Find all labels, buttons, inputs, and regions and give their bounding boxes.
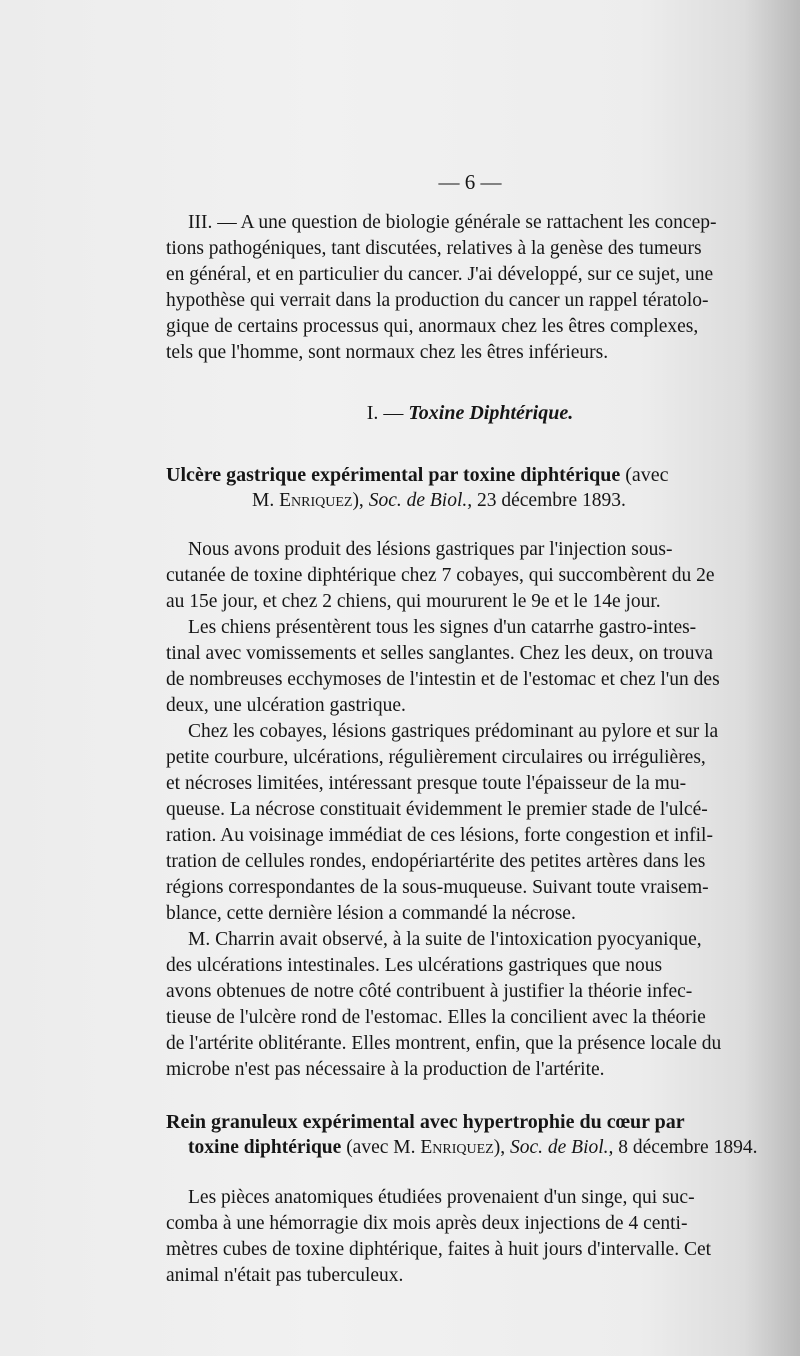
text-line: tinal avec vomissements et selles sanglantes. Chez les deux, on trouva <box>166 643 713 664</box>
text-line: de nombreuses ecchymoses de l'intestin et de l'estomac et chez l'un des <box>166 669 720 690</box>
text-line: au 15e jour, et chez 2 chiens, qui moururent le 9e et le 14e jour. <box>166 591 661 612</box>
journal-name: Soc. de Biol., <box>509 1137 614 1158</box>
author-prefix: M. <box>252 490 275 511</box>
text-line: tieuse de l'ulcère rond de l'estomac. Elles la concilient avec la théorie <box>166 1007 706 1028</box>
text-line: et nécroses limitées, intéressant presque toute l'épaisseur de la mu- <box>166 773 687 794</box>
text-line: ration. Au voisinage immédiat de ces lésions, forte congestion et infil- <box>166 825 713 846</box>
author-name: Enriquez), <box>279 490 364 511</box>
entry-title-suffix: (avec <box>625 464 669 486</box>
text-line: tions pathogéniques, tant discutées, relatives à la genèse des tumeurs <box>166 238 702 259</box>
text-line: en général, et en particulier du cancer. J'ai développé, sur ce sujet, une <box>166 264 714 285</box>
text-line: avons obtenues de notre côté contribuent à justifier la théorie infec- <box>166 981 693 1002</box>
text-line: blance, cette dernière lésion a commandé la nécrose. <box>166 903 576 924</box>
text-line: III. — A une question de biologie générale se rattachent les concep- <box>188 212 717 233</box>
text-line: comba à une hémorragie dix mois après deux injections de 4 centi- <box>166 1213 688 1234</box>
text-line: mètres cubes de toxine diphtérique, faites à huit jours d'intervalle. Cet <box>166 1239 712 1260</box>
text-line: Les chiens présentèrent tous les signes d'un catarrhe gastro-intes- <box>188 617 697 638</box>
text-line: Les pièces anatomiques étudiées provenaient d'un singe, qui suc- <box>188 1187 695 1208</box>
text-line: de l'artérite oblitérante. Elles montrent, enfin, que la présence locale du <box>166 1033 722 1054</box>
text-line: deux, une ulcération gastrique. <box>166 695 406 716</box>
text-line: queuse. La nécrose constituait évidemment le premier stade de l'ulcé- <box>166 799 708 820</box>
entry-title-continued: toxine diphtérique <box>188 1137 342 1158</box>
publication-date: 23 décembre 1893. <box>477 490 626 511</box>
text-line: Nous avons produit des lésions gastriques par l'injection sous- <box>188 539 673 560</box>
text-line: cutanée de toxine diphtérique chez 7 cobayes, qui succombèrent du 2e <box>166 565 715 586</box>
section-title: Toxine Diphtérique. <box>408 402 574 424</box>
text-line: Chez les cobayes, lésions gastriques prédominant au pylore et sur la <box>188 721 719 742</box>
text-line: gique de certains processus qui, anormaux chez les êtres complexes, <box>166 316 699 337</box>
page-number: — 6 — <box>438 170 502 194</box>
text-line: petite courbure, ulcérations, régulièrement circulaires ou irrégulières, <box>166 747 706 768</box>
text-line: tels que l'homme, sont normaux chez les êtres inférieurs. <box>166 342 609 363</box>
section-heading <box>0 402 800 425</box>
text-line: M. Charrin avait observé, à la suite de l'intoxication pyocyanique, <box>188 929 702 950</box>
text-line: microbe n'est pas nécessaire à la production de l'artérite. <box>166 1059 605 1080</box>
entry-title: Ulcère gastrique expérimental par toxine diphtérique <box>166 464 621 486</box>
entry-title: Rein granuleux expérimental avec hypertrophie du cœur par <box>166 1111 685 1133</box>
author-prefix: (avec M. <box>346 1137 416 1158</box>
journal-name: Soc. de Biol., <box>368 490 473 511</box>
author-name: Enriquez), <box>420 1137 506 1158</box>
text-line: régions correspondantes de la sous-muqueuse. Suivant toute vraisem- <box>166 877 709 898</box>
text-line: hypothèse qui verrait dans la production du cancer un rappel tératolo- <box>166 290 709 311</box>
text-line: animal n'était pas tuberculeux. <box>166 1265 404 1286</box>
text-line: des ulcérations intestinales. Les ulcérations gastriques que nous <box>166 955 663 976</box>
text-line: tration de cellules rondes, endopériartérite des petites artères dans les <box>166 851 706 872</box>
section-number: I. — <box>366 402 404 424</box>
publication-date: 8 décembre 1894. <box>618 1137 758 1158</box>
